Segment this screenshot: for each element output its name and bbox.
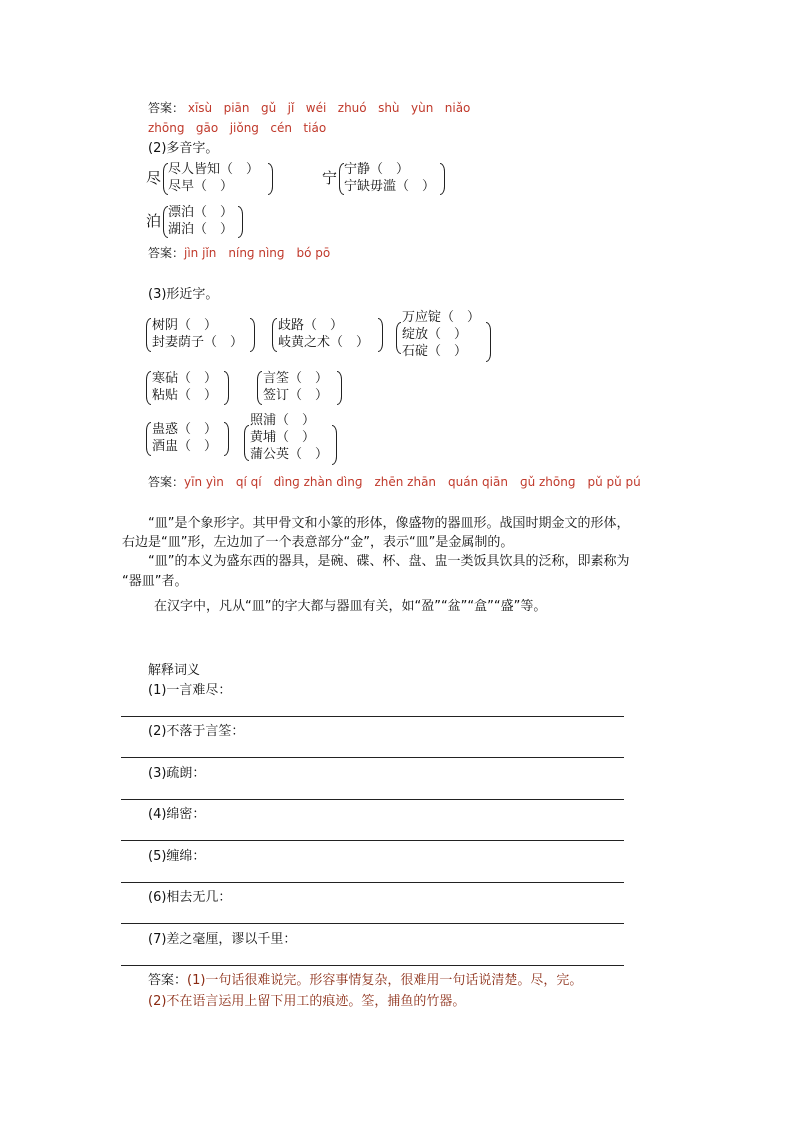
answer-line[interactable] (121, 840, 624, 841)
right-brace (250, 318, 255, 352)
group-item: 寒砧（ ） (152, 371, 218, 386)
group-item: 绽放（ ） (402, 327, 468, 342)
vocab-item-2: (2)不落于言筌： (148, 724, 245, 739)
article-p1-line2: 右边是“皿”形，左边加了一个表意部分“金”，表示“皿”是金属制的。 (122, 535, 514, 550)
right-brace (337, 371, 342, 405)
group-item: 粘贴（ ） (152, 388, 218, 403)
left-brace (272, 318, 277, 352)
group-item: 酒盅（ ） (152, 439, 218, 454)
answer-line[interactable] (121, 799, 624, 800)
group-item: 尽人皆知（ ） (168, 162, 260, 177)
right-brace (268, 163, 273, 195)
answer-text: yīn yìn qí qí dìnɡ zhàn dìnɡ zhēn zhān quán qiān ɡǔ zhōnɡ pǔ pǔ pú (184, 475, 641, 489)
group-item: 漂泊（ ） (168, 205, 234, 220)
left-brace (244, 425, 249, 461)
group-item: 宁静（ ） (344, 162, 410, 177)
answer-label: 答案： (148, 973, 188, 988)
group-item: 蒲公英（ ） (250, 447, 329, 462)
group-item: 言筌（ ） (263, 371, 329, 386)
vocab-item-7: (7)差之毫厘，谬以千里： (148, 932, 297, 947)
section3-title: (3)形近字。 (148, 287, 219, 302)
right-brace (224, 371, 229, 405)
section2-answer (148, 246, 330, 261)
pinyin: gǔ (260, 101, 277, 115)
vocab-item-3: (3)疏朗： (148, 766, 206, 781)
pinyin: zhuó (337, 101, 367, 115)
left-brace (146, 371, 151, 405)
group-item: 黄埔（ ） (250, 430, 316, 445)
article-p2-line1: “皿”的本义为盛东西的器具，是碗、碟、杯、盘、盅一类饭具饮具的泛称，即素称为 (148, 554, 630, 569)
article-p2-line2: “器皿”者。 (122, 574, 188, 589)
right-brace (486, 322, 491, 362)
vocab-title: 解释词义 (148, 663, 201, 678)
group-item: 签订（ ） (263, 388, 329, 403)
pinyin: xīsù (187, 101, 213, 115)
group-char: 泊 (146, 212, 162, 230)
answer-label: 答案： (148, 246, 185, 260)
group-item: 蛊惑（ ） (152, 422, 218, 437)
right-brace (332, 425, 337, 465)
answer-line[interactable] (121, 965, 624, 966)
group-item: 湖泊（ ） (168, 222, 234, 237)
pinyin: jiǒng (229, 121, 259, 135)
answer-text: (1)一句话很难说完。形容事情复杂，很难用一句话说清楚。尽，完。 (187, 973, 583, 988)
group-item: 宁缺毋滥（ ） (344, 179, 436, 194)
group-item: 歧路（ ） (278, 318, 344, 333)
left-brace (257, 371, 262, 405)
pinyin-answer-line1 (148, 101, 470, 116)
vocab-answer-line2: (2)不在语言运用上留下用工的痕迹。筌，捕鱼的竹器。 (148, 994, 466, 1009)
pinyin: piān (223, 101, 250, 115)
answer-line[interactable] (121, 882, 624, 883)
group-item: 照浦（ ） (250, 413, 316, 428)
group-item: 树阴（ ） (152, 318, 218, 333)
pinyin-answer-line2 (148, 121, 326, 136)
pinyin: niǎo (444, 101, 471, 115)
pinyin: gāo (195, 121, 219, 135)
pinyin: zhōng (148, 121, 185, 135)
vocab-answer-line1 (148, 973, 582, 989)
answer-label: 答案： (148, 475, 185, 489)
vocab-item-4: (4)绵密： (148, 807, 206, 822)
right-brace (238, 206, 243, 238)
vocab-item-6: (6)相去无几： (148, 890, 232, 905)
pinyin: wéi (305, 101, 327, 115)
right-brace (440, 163, 445, 195)
left-brace (146, 318, 151, 352)
vocab-item-1: (1)一言难尽： (148, 683, 232, 698)
pinyin: shù (378, 101, 400, 115)
article-p3: 在汉字中，凡从“皿”的字大都与器皿有关，如“盈”“盆”“盒”“盛”等。 (154, 599, 547, 614)
answer-line[interactable] (121, 716, 624, 717)
group-item: 封妻荫子（ ） (152, 335, 244, 350)
vocab-item-5: (5)缠绵： (148, 849, 206, 864)
section3-answer (148, 475, 641, 490)
left-brace (396, 322, 401, 354)
answer-label: 答案： (148, 101, 185, 115)
answer-line[interactable] (121, 923, 624, 924)
answer-text: jìn jǐn nínɡ nìnɡ bó pō (184, 246, 331, 260)
group-item: 尽早（ ） (168, 179, 234, 194)
pinyin: tiáo (303, 121, 327, 135)
right-brace (224, 422, 229, 456)
pinyin: yùn (411, 101, 434, 115)
answer-line[interactable] (121, 757, 624, 758)
group-char: 尽 (146, 169, 162, 187)
group-char: 宁 (322, 169, 338, 187)
group-item: 石碇（ ） (402, 344, 468, 359)
pinyin: jǐ (287, 101, 295, 115)
group-item: 万应锭（ ） (402, 310, 481, 325)
right-brace (378, 318, 383, 352)
group-item: 岐黄之术（ ） (278, 335, 370, 350)
article-p1-line1: “皿”是个象形字。其甲骨文和小篆的形体，像盛物的器皿形。战国时期金文的形体， (148, 516, 630, 531)
section2-title: (2)多音字。 (148, 141, 219, 156)
pinyin: cén (270, 121, 292, 135)
left-brace (146, 422, 151, 456)
